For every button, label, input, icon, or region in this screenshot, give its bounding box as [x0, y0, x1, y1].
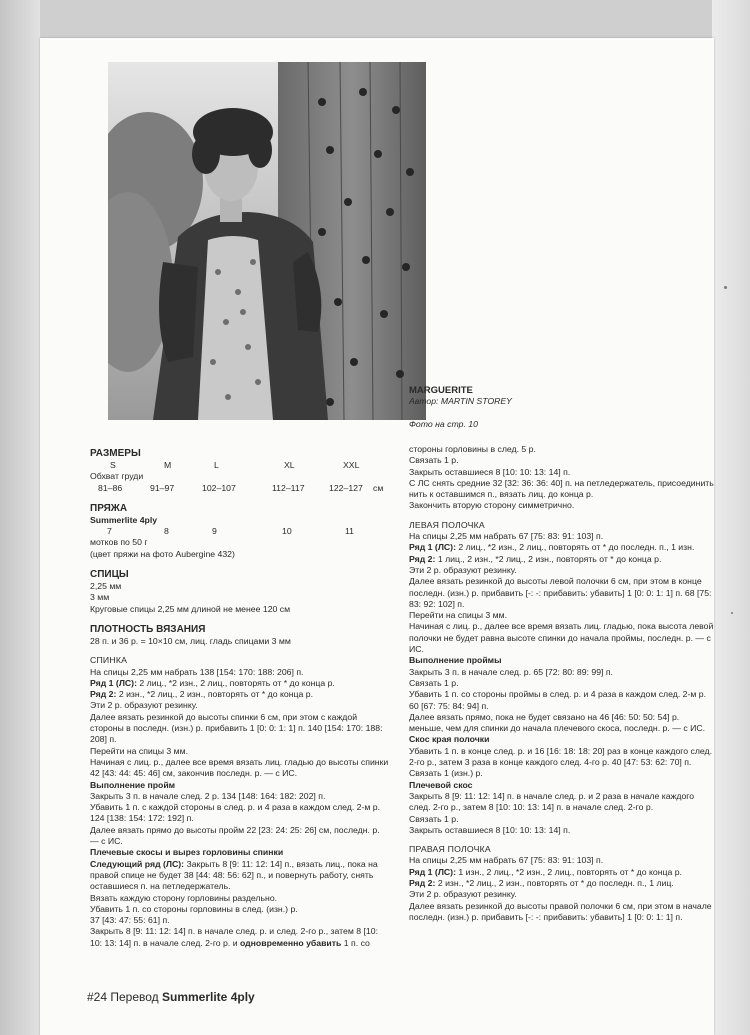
model-photo: [108, 62, 426, 420]
row-text: 2 лиц., *2 изн., 2 лиц., повторять от * до последн. п., 1 изн.: [455, 542, 695, 553]
bust-value-m: 91–97: [150, 482, 175, 493]
back-row-2: [90, 689, 390, 700]
yarn-color-note: (цвет пряжи на фото Aubergine 432): [90, 548, 235, 559]
gauge-text: 28 п. и 36 р. = 10×10 см, лиц. гладь спицами 3 мм: [90, 635, 291, 646]
row-text: 2 лиц., *2 изн., 2 лиц., повторять от * до конца р.: [136, 677, 335, 688]
row-label: Следующий ряд (ЛС):: [90, 858, 185, 869]
row-text: 1 изн., 2 лиц., *2 изн., 2 лиц., повторять от * до конца р.: [455, 866, 682, 877]
left-front-text: Закрыть 3 п. в начале след. р. 65 [72: 80: 89: 99] п.: [409, 666, 613, 677]
back-cont-text: С ЛС снять средние 32 [32: 36: 36: 40] п. на петледержатель, присоединить нить к оставшимся п., вязать лиц. до конца р.: [409, 477, 714, 500]
pattern-header: [409, 385, 714, 430]
text-emphasis: одновременно убавить: [239, 937, 342, 948]
yarn-name: Summerlite 4ply: [90, 514, 158, 525]
needles-line: 3 мм: [90, 592, 110, 603]
size-label-xxl: XXL: [343, 460, 360, 470]
needles-line: Круговые спицы 2,25 мм длиной не менее 120 см: [90, 603, 291, 614]
right-front-text: На спицы 2,25 мм набрать 67 [75: 83: 91: 103] п.: [409, 855, 604, 866]
yarn-count-xl: 10: [282, 526, 292, 537]
scan-margin-left: [0, 0, 40, 1035]
left-front-text: Закрыть 8 [9: 11: 12: 14] п. в начале след. р. и 2 раза в начале каждого след. 2-го р., затем 8 [10: 10: 13: 14] п. в начале след. 2-го р.: [409, 790, 695, 813]
scan-speck: [731, 612, 733, 614]
left-front-text: Начиная с лиц. р., далее все время вязать лиц. гладью, пока высота левой полочки не будет равна высоте спинки до начала проймы, последн. р. — с ИС.: [409, 621, 714, 655]
row-label: Ряд 1 (ЛС):: [90, 677, 137, 688]
right-front-row-1: [409, 867, 714, 878]
back-text: 37 [43: 47: 55: 61] п.: [90, 915, 170, 926]
scan-margin-right: [712, 0, 750, 1035]
size-label-l: L: [214, 460, 219, 470]
back-armhole-heading: Выполнение пройм: [90, 779, 176, 790]
left-front-text: Далее вязать прямо, пока не будет связано на 46 [46: 50: 50: 54] р. меньше, чем для спинки до начала плечевого скоса, последн. р. — с ИС.: [409, 711, 706, 734]
row-label: Ряд 2:: [409, 553, 436, 564]
row-text: 1 лиц., 2 изн., *2 лиц., 2 изн., повторять от * до конца р.: [435, 553, 662, 564]
sizes-heading: РАЗМЕРЫ: [90, 448, 141, 459]
back-text: Эти 2 р. образуют резинку.: [90, 700, 198, 711]
back-text: На спицы 2,25 мм набрать 138 [154: 170: 188: 206] п.: [90, 666, 304, 677]
pattern-author: Автор: MARTIN STOREY: [409, 396, 512, 407]
size-label-m: M: [164, 460, 172, 470]
bust-table: [90, 483, 383, 494]
page-footer: [87, 990, 255, 1004]
left-column: [90, 447, 390, 949]
back-cont-text: Связать 1 р.: [409, 455, 459, 466]
back-cont-text: Закончить вторую сторону симметрично.: [409, 500, 575, 511]
right-column: [409, 444, 714, 923]
row-label: Ряд 1 (ЛС):: [409, 866, 456, 877]
left-front-edge-heading: Скос края полочки: [409, 734, 490, 745]
back-text: Далее вязать прямо до высоты пройм 22 [23: 24: 25: 26] см, последн. р. — с ИС.: [90, 824, 380, 847]
row-text: 2 изн., *2 лиц., 2 изн., повторять от * до конца р.: [116, 689, 313, 700]
magazine-page: [40, 38, 714, 1035]
yarn-table: [90, 526, 354, 537]
right-front-heading: ПРАВАЯ ПОЛОЧКА: [409, 844, 491, 855]
yarn-heading: ПРЯЖА: [90, 502, 128, 514]
bust-value-xl: 112–117: [272, 482, 305, 493]
left-front-text: На спицы 2,25 мм набрать 67 [75: 83: 91: 103] п.: [409, 531, 604, 542]
row-label: Ряд 1 (ЛС):: [409, 542, 456, 553]
back-text: Закрыть 3 п. в начале след. 2 р. 134 [148: 164: 182: 202] п.: [90, 790, 326, 801]
left-front-armhole-heading: Выполнение проймы: [409, 655, 502, 666]
row-label: Ряд 2:: [90, 689, 117, 700]
back-next-row: [90, 859, 390, 893]
left-front-text: Убавить 1 п. в конце след. р. и 16 [16: 18: 18: 20] раз в конце каждого след. 2-го р., затем 3 раза в конце каждого след. 4-го р. 40 [47: 53: 62: 70] п.: [409, 745, 713, 768]
yarn-count-l: 9: [212, 526, 217, 537]
needles-heading: СПИЦЫ: [90, 569, 129, 581]
gauge-heading: ПЛОТНОСТЬ ВЯЗАНИЯ: [90, 623, 206, 635]
needles-line: 2,25 мм: [90, 581, 122, 592]
left-front-text: Перейти на спицы 3 мм.: [409, 610, 508, 621]
back-heading: СПИНКА: [90, 655, 128, 666]
yarn-skeins: мотков по 50 г: [90, 537, 148, 548]
right-front-text: Эти 2 р. образуют резинку.: [409, 889, 517, 900]
row-label: Ряд 2:: [409, 877, 436, 888]
left-front-text: Связать 1 р.: [409, 813, 459, 824]
row-text: 2 изн., *2 лиц., 2 изн., повторять от * до последн. п., 1 лиц.: [435, 877, 674, 888]
back-cont-text: стороны горловины в след. 5 р.: [409, 444, 536, 454]
bust-value-l: 102–107: [202, 482, 236, 493]
yarn-count-s: 7: [107, 526, 112, 537]
left-front-text: Эти 2 р. образуют резинку.: [409, 564, 517, 575]
footer-title: Summerlite 4ply: [162, 990, 255, 1004]
yarn-count-xxl: 11: [345, 526, 355, 537]
size-label-s: S: [110, 460, 116, 470]
back-text: Начиная с лиц. р., далее все время вязать лиц. гладью до высоты спинки 42 [43: 44: 45: 46] см, закончив последн. р. — с ИС.: [90, 756, 389, 779]
left-front-text: Закрыть оставшиеся 8 [10: 10: 13: 14] п.: [409, 824, 571, 835]
text-part: Закрыть 8 [9: 11: 12: 14] п. в начале след. р. и след. 2-го р., затем 8 [10: 10: 13: 14] п. в начале след. 2-го р. и: [90, 926, 378, 948]
bust-label: Обхват груди: [90, 471, 144, 482]
back-text: Далее вязать резинкой до высоты спинки 6 см, при этом с каждой стороны в последн. (изн.) р. прибавить 1 [0: 0: 1: 1] п. 140 [154: 170: 188: 208] п.: [90, 711, 383, 745]
left-front-text: Связать 1 р.: [409, 677, 459, 688]
back-text: Перейти на спицы 3 мм.: [90, 745, 189, 756]
left-front-text: Далее вязать резинкой до высоты левой полочки 6 см, при этом в конце последн. (изн.) р. прибавить [-: -: прибавить: убавить] 1 [0: 0: 1: 1] п. 68 [75: 83: 92: 102] п.: [409, 576, 712, 609]
right-front-row-2: [409, 878, 714, 889]
back-shoulder-heading: Плечевые скосы и вырез горловины спинки: [90, 847, 284, 858]
left-front-text: Связать 1 (изн.) р.: [409, 768, 483, 779]
back-text: [90, 926, 390, 949]
pattern-title: MARGUERITE: [409, 385, 473, 396]
photo-reference: Фото на стр. 10: [409, 418, 478, 429]
text-part: 1 п. со: [341, 937, 370, 948]
back-cont-text: Закрыть оставшиеся 8 [10: 10: 13: 14] п.: [409, 466, 571, 477]
yarn-count-m: 8: [164, 526, 169, 537]
photo-illustration: [108, 62, 426, 420]
left-front-heading: ЛЕВАЯ ПОЛОЧКА: [409, 519, 485, 530]
back-text: Убавить 1 п. со стороны горловины в след. (изн.) р.: [90, 903, 298, 914]
back-text: Убавить 1 п. с каждой стороны в след. р. и 4 раза в каждом след. 2-м р. 124 [138: 154: 172: 192] п.: [90, 802, 381, 824]
left-front-row-1: [409, 542, 714, 553]
bust-unit: см: [373, 482, 384, 493]
back-text: Вязать каждую сторону горловины раздельно.: [90, 892, 278, 903]
left-front-row-2: [409, 554, 714, 565]
back-row-1: [90, 678, 390, 689]
size-label-xl: XL: [284, 460, 295, 470]
right-front-text: Далее вязать резинкой до высоты правой полочки 6 см, при этом в начале последн. (изн.) р. прибавить [-: -: прибавить: убавить] 1 [0: 0: 1: 1] п.: [409, 900, 712, 922]
left-front-text: Убавить 1 п. со стороны проймы в след. р. и 4 раза в каждом след. 2-м р. 60 [67: 75: 84: 94] п.: [409, 689, 707, 711]
left-front-shoulder-heading: Плечевой скос: [409, 779, 473, 790]
sizes-table: [90, 460, 359, 471]
row-text: Закрыть 8 [9: 11: 12: 14] п., вязать лиц., пока на правой спице не будет 38 [44: 48: 56: 62] п., и повернуть работу, снять оставшиеся п. на петледержатель.: [90, 858, 378, 892]
footer-prefix: #24 Перевод: [87, 990, 162, 1004]
bust-value-xxl: 122–127: [329, 482, 363, 493]
bust-value-s: 81–86: [98, 482, 123, 493]
scan-speck: [724, 286, 727, 289]
